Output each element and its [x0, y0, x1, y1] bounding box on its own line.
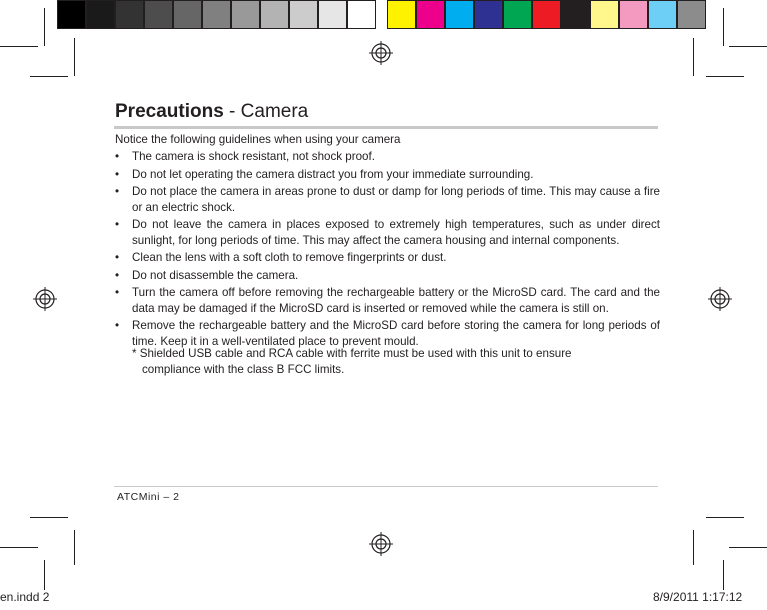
- color-swatch: [387, 0, 416, 29]
- bullet-icon: •: [115, 218, 120, 231]
- list-item: [115, 184, 660, 215]
- precautions-list: [115, 149, 660, 351]
- list-item: [115, 318, 660, 349]
- gray-swatch: [144, 0, 173, 29]
- bullet-icon: •: [115, 150, 120, 163]
- crop-mark: [44, 560, 45, 590]
- fcc-note: [132, 346, 632, 377]
- list-item: [115, 268, 660, 284]
- footer-rule: [114, 486, 658, 487]
- crop-mark: [44, 8, 45, 46]
- list-item: [115, 217, 660, 248]
- fcc-note-line2: compliance with the class B FCC limits.: [142, 362, 345, 376]
- bullet-icon: •: [115, 268, 120, 282]
- bullet-icon: •: [115, 286, 120, 299]
- gray-swatch: [318, 0, 347, 29]
- gray-swatch: [231, 0, 260, 29]
- crop-mark: [706, 76, 744, 77]
- gray-swatch: [202, 0, 231, 29]
- crop-mark: [30, 76, 68, 77]
- gray-swatch: [86, 0, 115, 29]
- gray-swatch: [57, 0, 86, 29]
- crop-mark: [706, 517, 744, 518]
- list-item: [115, 149, 660, 165]
- color-swatch: [648, 0, 677, 29]
- color-swatch: [503, 0, 532, 29]
- color-swatch: [445, 0, 474, 29]
- registration-mark-icon: [369, 532, 393, 556]
- intro-text: Notice the following guidelines when using your camera: [115, 133, 401, 146]
- list-item-text: Do not leave the camera in places exposed to extremely high temperatures, such as under direct sunlight, for long periods of time. This may affect the camera housing and internal components.: [132, 218, 660, 247]
- slug-filename: en.indd 2: [0, 590, 50, 604]
- grayscale-color-bar: [57, 0, 376, 31]
- crop-mark: [0, 46, 38, 47]
- list-item-text: Remove the rechargeable battery and the MicroSD card before storing the camera for long periods of time. Keep it in a well-ventilated place to prevent mould.: [132, 319, 660, 348]
- list-item-text: Do not place the camera in areas prone to dust or damp for long periods of time. This may cause a fire or an electric shock.: [132, 185, 660, 214]
- crop-mark: [729, 547, 767, 548]
- bullet-icon: •: [115, 185, 120, 198]
- process-color-bar: [387, 0, 706, 31]
- bullet-icon: •: [115, 251, 120, 264]
- registration-mark-icon: [33, 287, 57, 311]
- color-swatch: [619, 0, 648, 29]
- gray-swatch: [115, 0, 144, 29]
- title-rest: - Camera: [223, 101, 309, 122]
- list-item-text: Do not disassemble the camera.: [132, 268, 299, 282]
- gray-swatch: [289, 0, 318, 29]
- crop-mark: [729, 46, 767, 47]
- color-swatch: [677, 0, 706, 29]
- color-swatch: [590, 0, 619, 29]
- page-title: [115, 101, 308, 123]
- registration-mark-icon: [369, 41, 393, 65]
- color-swatch: [561, 0, 590, 29]
- crop-mark: [30, 517, 68, 518]
- list-item-text: Turn the camera off before removing the rechargeable battery or the MicroSD card. The card and the data may be damaged if the MicroSD card is inserted or removed while the camera is still on.: [132, 286, 660, 315]
- list-item-text: Do not let operating the camera distract you from your immediate surrounding.: [132, 167, 534, 181]
- list-item: [115, 285, 660, 316]
- crop-mark: [693, 530, 694, 565]
- crop-mark: [0, 547, 38, 548]
- bullet-icon: •: [115, 167, 120, 181]
- color-swatch: [474, 0, 503, 29]
- crop-mark: [74, 38, 75, 76]
- title-underline: [114, 126, 658, 129]
- crop-mark: [723, 560, 724, 590]
- crop-mark: [74, 530, 75, 565]
- fcc-note-line1: * Shielded USB cable and RCA cable with ferrite must be used with this unit to ensure: [132, 347, 572, 360]
- color-swatch: [416, 0, 445, 29]
- title-bold: Precautions: [115, 101, 224, 122]
- crop-mark: [693, 38, 694, 76]
- color-swatch: [532, 0, 561, 29]
- gray-swatch: [347, 0, 376, 29]
- list-item: [115, 250, 660, 266]
- bullet-icon: •: [115, 319, 120, 332]
- list-item: [115, 167, 660, 183]
- crop-mark: [723, 8, 724, 46]
- registration-mark-icon: [708, 287, 732, 311]
- gray-swatch: [173, 0, 202, 29]
- list-item-text: Clean the lens with a soft cloth to remove fingerprints or dust.: [132, 251, 447, 264]
- gray-swatch: [260, 0, 289, 29]
- slug-timestamp: 8/9/2011 1:17:12: [653, 590, 743, 604]
- list-item-text: The camera is shock resistant, not shock proof.: [132, 150, 375, 163]
- page-footer: ATCMini – 2: [117, 491, 180, 503]
